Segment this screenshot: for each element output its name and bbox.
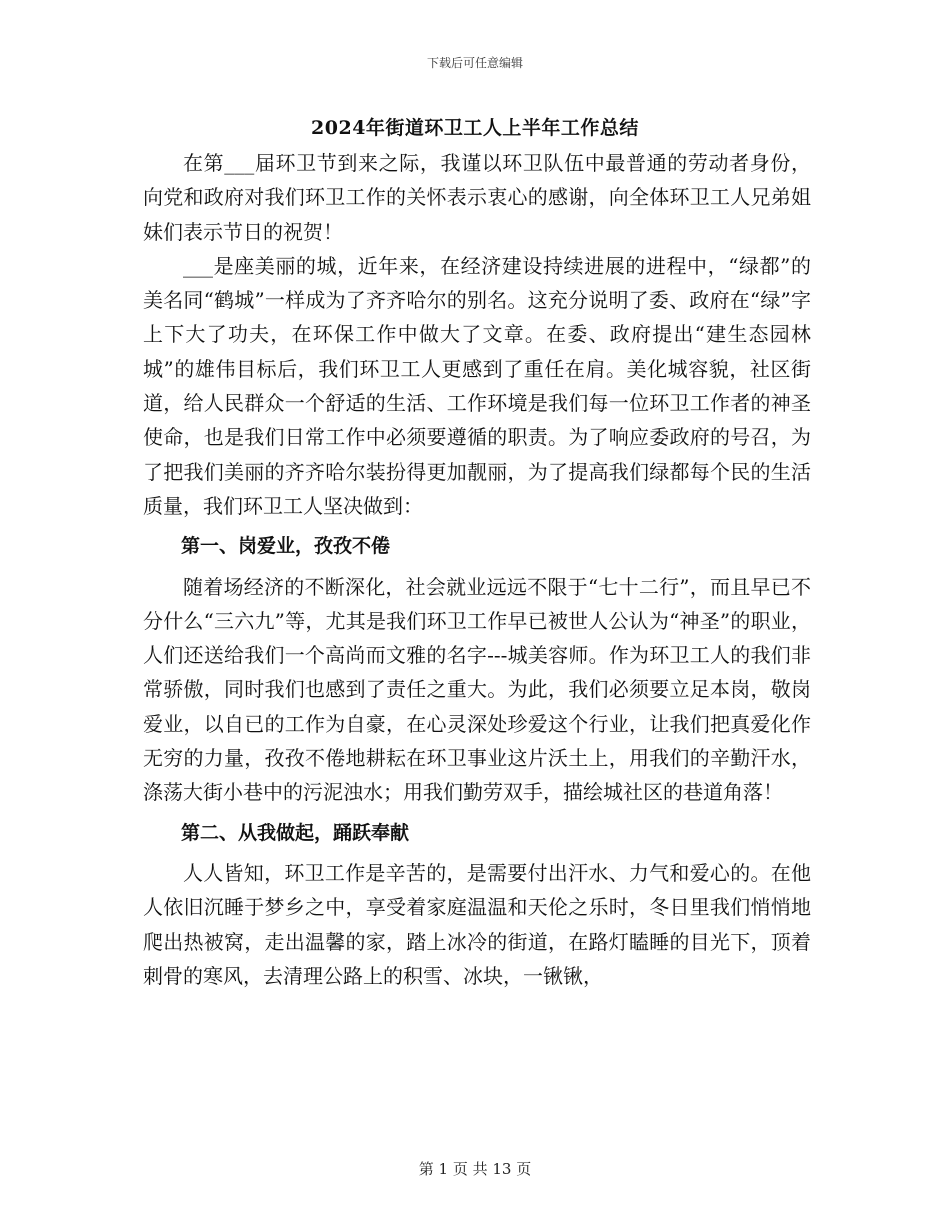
document-title: 2024年街道环卫工人上半年工作总结: [311, 117, 639, 139]
paragraph-city: ___是座美丽的城，近年来，在经济建设持续进展的进程中，“绿都”的美名同“鹤城”一样成为了齐齐哈尔的别名。这充分说明了委、政府在“绿”字上下大了功夫，在环保工作中做大了文章。在委、政府提出“建生态园林城”的雄伟目标后，我们环卫工人更感到了重任在肩。美化城容貌，社区街道，给人民群众一个舒适的生活、工作环境是我们每一位环卫工作者的神圣使命，也是我们日常工作中必须要遵循的职责。为了响应委政府的号召，为了把我们美丽的齐齐哈尔装扮得更加靓丽，为了提高我们绿都每个民的生活质量，我们环卫工人坚决做到：: [143, 253, 811, 518]
paragraph-section-1: 随着场经济的不断深化，社会就业远远不限于“七十二行”，而且早已不分什么“三六九”等，尤其是我们环卫工作早已被世人公认为“神圣”的职业，人们还送给我们一个高尚而文雅的名字---城美容师。作为环卫工人的我们非常骄傲，同时我们也感到了责任之重大。为此，我们必须要立足本岗，敬岗爱业，以自已的工作为自豪，在心灵深处珍爱这个行业，让我们把真爱化作无穷的力量，孜孜不倦地耕耘在环卫事业这片沃土上，用我们的辛勤汗水，涤荡大街小巷中的污泥浊水；用我们勤劳双手，描绘城社区的巷道角落！: [143, 574, 811, 805]
section-heading-1: 第一、岗爱业，孜孜不倦: [181, 535, 391, 558]
paragraph-section-2: 人人皆知，环卫工作是辛苦的，是需要付出汗水、力气和爱心的。在他人依旧沉睡于梦乡之中，享受着家庭温温和天伦之乐时，冬日里我们悄悄地爬出热被窝，走出温馨的家，踏上冰冷的街道，在路灯瞌睡的目光下，顶着刺骨的寒风，去清理公路上的积雪、冰块，一锹锹，: [143, 860, 811, 988]
page-footer: 第 1 页 共 13 页: [418, 1160, 532, 1178]
header-note: 下载后可任意编辑: [426, 56, 523, 70]
document-body: [143, 146, 811, 993]
paragraph-intro: 在第___届环卫节到来之际，我谨以环卫队伍中最普通的劳动者身份，向党和政府对我们环卫工作的关怀表示衷心的感谢，向全体环卫工人兄弟姐妹们表示节日的祝贺！: [143, 151, 811, 244]
section-heading-2: 第二、从我做起，踊跃奉献: [181, 821, 410, 844]
